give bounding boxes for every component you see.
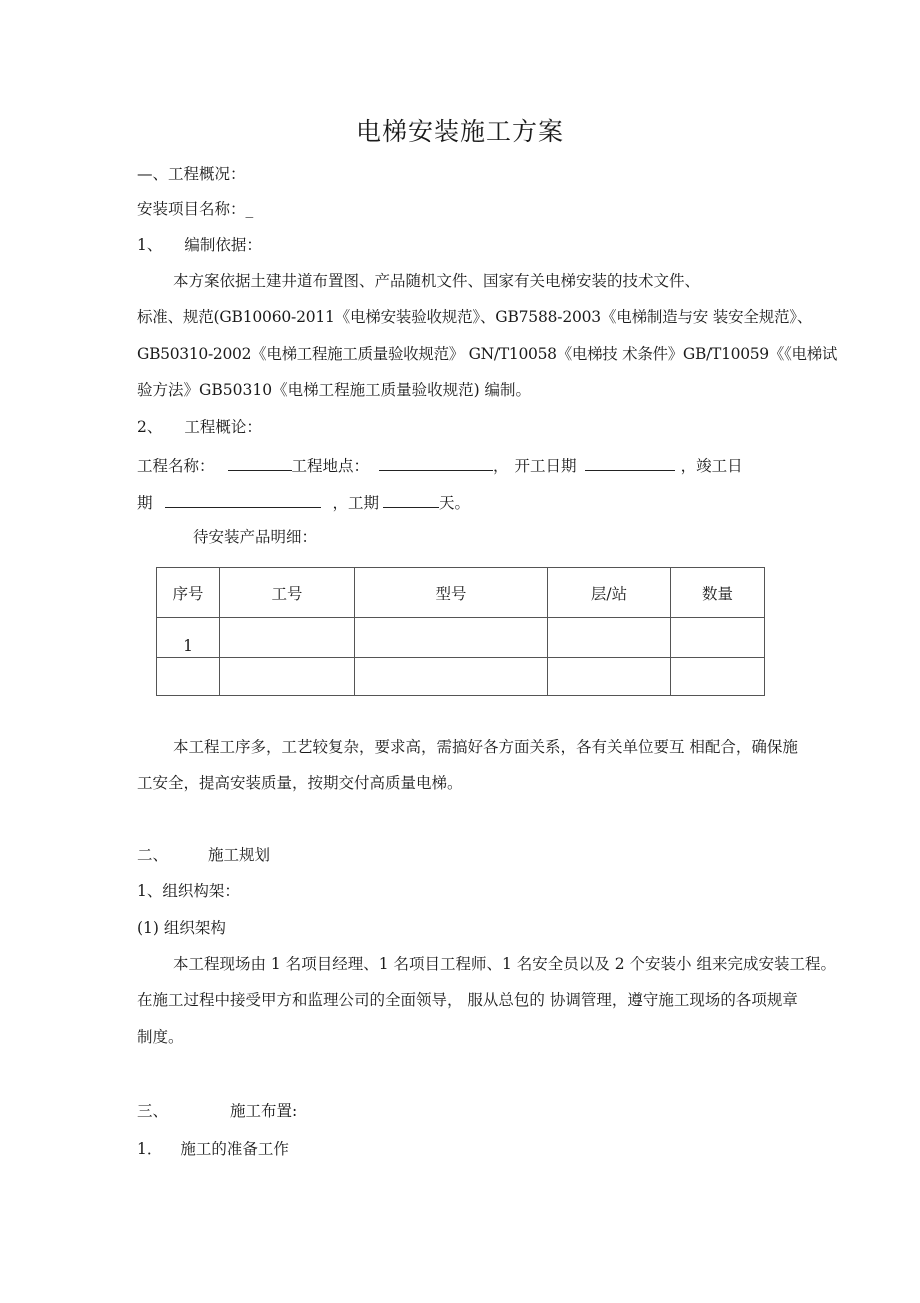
table-cell[interactable] — [220, 618, 355, 658]
completion-line — [137, 491, 470, 513]
table-header-cell: 工号 — [220, 568, 355, 618]
section3-heading-line — [137, 1101, 297, 1121]
table-cell[interactable] — [355, 618, 548, 658]
project-info-line — [137, 454, 743, 476]
table-cell[interactable] — [671, 618, 765, 658]
install-project-name-label: 安装项目名称：_ — [137, 200, 254, 218]
table-cell[interactable] — [157, 658, 220, 696]
basis-paragraph-line: GB50310-2002《电梯工程施工质量验收规范》 GN/T10058《电梯技 术条件》GB/T10059《《电梯试 — [137, 345, 838, 363]
table-row — [157, 618, 765, 658]
table-header-cell: 层/站 — [548, 568, 671, 618]
org-structure-subheading: (1) 组织架构 — [137, 919, 226, 937]
table-header-cell: 型号 — [355, 568, 548, 618]
project-location-blank[interactable] — [379, 454, 493, 471]
table-row — [157, 658, 765, 696]
prep-work-heading-line — [137, 1139, 289, 1159]
basis-heading-line — [137, 235, 262, 255]
start-date-blank[interactable] — [585, 454, 675, 471]
project-name-label: 工程名称： — [137, 457, 215, 475]
completion-label-cont: 期 — [137, 494, 153, 512]
table-header-cell: 数量 — [671, 568, 765, 618]
overview-heading: 工程概论： — [184, 418, 262, 436]
section2-heading-line — [137, 845, 270, 865]
table-cell: 1 — [157, 618, 220, 658]
completion-label: 竣工日 — [696, 457, 743, 475]
product-table — [156, 567, 765, 696]
prep-work-heading: 施工的准备工作 — [180, 1140, 289, 1158]
comma: ， — [680, 457, 697, 475]
table-cell[interactable] — [220, 658, 355, 696]
section3-heading: 施工布置: — [230, 1102, 298, 1120]
basis-paragraph-line: 验方法》GB50310《电梯工程施工质量验收规范) 编制。 — [137, 381, 532, 399]
section3-number: 三、 — [137, 1102, 169, 1120]
start-date-label: 开工日期 — [514, 457, 577, 475]
prep-work-number: 1． — [137, 1140, 163, 1158]
document-title: 电梯安装施工方案 — [355, 117, 564, 146]
basis-number: 1、 — [137, 236, 163, 254]
closing-paragraph-line: 本工程工序多，工艺较复杂，要求高，需搞好各方面关系，各有关单位要互 相配合，确保施 — [173, 738, 798, 756]
org-paragraph-line: 本工程现场由 1 名项目经理、1 名项目工程师、1 名安全员以及 2 个安装小 组来完成安装工程。 — [173, 955, 836, 973]
table-cell[interactable] — [355, 658, 548, 696]
section2-heading: 施工规划 — [208, 846, 271, 864]
table-header-cell: 序号 — [157, 568, 220, 618]
project-location-label: 工程地点： — [291, 457, 370, 475]
days-unit: 天。 — [439, 494, 471, 512]
section1-heading: —、工程概况： — [137, 165, 246, 183]
table-cell[interactable] — [548, 658, 671, 696]
basis-paragraph-line: 本方案依据土建井道布置图、产品随机文件、国家有关电梯安装的技术文件、 — [173, 272, 701, 290]
project-name-blank[interactable] — [228, 454, 292, 471]
section2-number: 二、 — [137, 846, 169, 864]
table-header-row — [157, 568, 765, 618]
completion-date-blank[interactable] — [165, 491, 321, 508]
basis-heading: 编制依据： — [184, 236, 262, 254]
basis-paragraph-line: 标准、规范(GB10060-2011《电梯安装验收规范》、GB7588-2003《电梯制造与安 装安全规范》、 — [137, 308, 813, 326]
comma: ， — [493, 457, 509, 475]
org-structure-heading: 1、组织构架： — [137, 882, 240, 900]
overview-heading-line — [137, 417, 262, 437]
duration-blank[interactable] — [383, 491, 439, 508]
closing-paragraph-line: 工安全，提高安装质量，按期交付高质量电梯。 — [137, 774, 463, 792]
table-cell[interactable] — [671, 658, 765, 696]
overview-number: 2、 — [137, 418, 163, 436]
duration-label: ，工期 — [332, 494, 380, 512]
product-detail-label: 待安装产品明细： — [193, 528, 318, 546]
org-paragraph-line: 制度。 — [137, 1028, 184, 1046]
org-paragraph-line: 在施工过程中接受甲方和监理公司的全面领导， 服从总包的 协调管理，遵守施工现场的各项规章 — [137, 991, 798, 1009]
table-cell[interactable] — [548, 618, 671, 658]
